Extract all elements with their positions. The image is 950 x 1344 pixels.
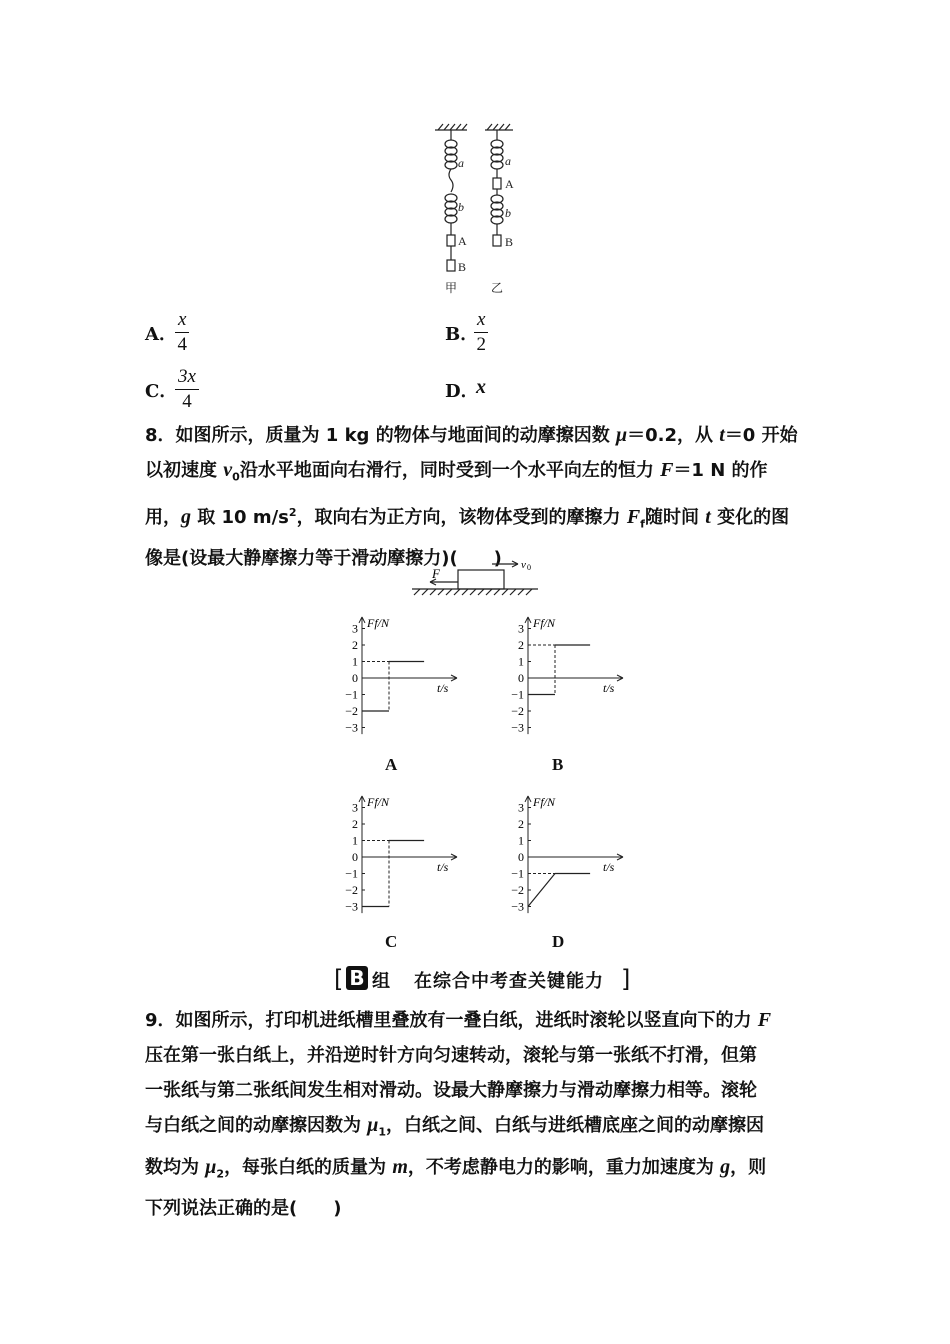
graph-b-x-axis-label: t/s: [603, 681, 615, 695]
velocity-subscript: 0: [527, 563, 531, 572]
q8-line-1: 8．如图所示，质量为 1 kg 的物体与地面间的动摩擦因数 μ＝0.2，从 t＝0 开始: [145, 424, 798, 446]
right-bracket: ]: [621, 965, 631, 993]
question-8: [145, 418, 810, 576]
graph-c-tick: 1: [352, 833, 358, 848]
graph-a-x-axis-label: t/s: [437, 681, 449, 695]
graph-a-tick: −3: [345, 720, 358, 735]
block-setup-figure: [410, 556, 540, 602]
graph-c-tick: −1: [345, 866, 358, 881]
q9-line-6: 下列说法正确的是( ): [145, 1198, 342, 1220]
graph-d-y-axis-label: Ff/N: [533, 794, 556, 809]
option-b-letter[interactable]: B．: [445, 324, 479, 345]
option-a-letter[interactable]: A．: [145, 324, 177, 345]
spring-a-label-right: a: [505, 154, 511, 168]
graph-d-label[interactable]: D: [552, 932, 565, 951]
graph-c-tick: 2: [352, 817, 358, 831]
graph-b-tick: −1: [511, 687, 524, 702]
graph-a-label[interactable]: A: [385, 755, 398, 774]
question-9: [145, 1003, 810, 1226]
graph-d-x-axis-label: t/s: [603, 860, 615, 874]
section-b-header: [334, 963, 634, 995]
graph-d-tick: −2: [511, 883, 524, 897]
graph-c-y-axis-label: Ff/N: [367, 794, 390, 809]
graph-a-tick: −1: [345, 687, 358, 702]
option-c-letter[interactable]: C．: [145, 381, 178, 402]
block-b-label: B: [458, 260, 467, 274]
graph-b-label[interactable]: B: [552, 755, 564, 774]
velocity-label: v: [521, 559, 526, 571]
graph-b-tick: 3: [518, 621, 524, 636]
caption-yi: 乙: [491, 281, 504, 295]
graph-b-tick: 1: [518, 654, 524, 669]
graph-a-y-axis-label: Ff/N: [367, 615, 390, 630]
graph-c-tick: 0: [352, 850, 358, 864]
q8-line-3: 用，g 取 10 $m/s^2$，取向右为正方向，该物体受到的摩擦力 $F_f$随时间 t 变化的图: [145, 505, 790, 531]
block-a-label: A: [458, 234, 467, 248]
q9-line-4: 与白纸之间的动摩擦因数为 $\mu_1$，白纸之间、白纸与进纸槽底座之间的动摩擦因: [145, 1114, 765, 1139]
q9-line-3: 一张纸与第二张纸间发生相对滑动。设最大静摩擦力与滑动摩擦力相等。滚轮: [145, 1080, 757, 1101]
graph-a-tick: 1: [352, 654, 358, 669]
graph-b-y-axis-label: Ff/N: [533, 615, 556, 630]
left-bracket: [: [334, 965, 344, 993]
graph-a-tick: 3: [352, 621, 358, 636]
spring-a-label: a: [458, 156, 464, 170]
option-b-fraction: x 2: [474, 309, 488, 356]
graph-b-tick: 0: [518, 671, 524, 685]
spring-b-label: b: [458, 200, 464, 214]
option-c-fraction: 3x 4: [175, 366, 199, 413]
q9-line-5: 数均为 $\mu_2$，每张白纸的质量为 m，不考虑静电力的影响，重力加速度为 g，则: [145, 1155, 767, 1181]
graph-b-tick: −2: [511, 704, 524, 718]
graph-d-series-before: [528, 874, 555, 907]
block-a-label-right: A: [505, 177, 514, 191]
q9-line-1: 9．如图所示，打印机进纸槽里叠放有一叠白纸，进纸时滚轮以竖直向下的力 F: [145, 1009, 772, 1031]
graph-c-x-axis-label: t/s: [437, 860, 449, 874]
graph-c-label[interactable]: C: [385, 932, 398, 951]
graph-c-tick: −3: [345, 899, 358, 914]
spring-figure: [425, 120, 535, 300]
section-title: 在综合中考查关键能力: [414, 971, 604, 992]
q8-line-4: 像是(设最大静摩擦力等于滑动摩擦力)( ): [145, 548, 502, 570]
graph-b-tick: −3: [511, 720, 524, 735]
graph-d-tick: 2: [518, 817, 524, 831]
graph-c-tick: 3: [352, 800, 358, 815]
graph-d-tick: −3: [511, 899, 524, 914]
spring-b-label-right: b: [505, 206, 511, 220]
graph-b-tick: 2: [518, 638, 524, 652]
graph-a-tick: −2: [345, 704, 358, 718]
graph-d-tick: 3: [518, 800, 524, 815]
graph-d-tick: −1: [511, 866, 524, 881]
graph-d-tick: 0: [518, 850, 524, 864]
graph-a-tick: 0: [352, 671, 358, 685]
block-b-label-right: B: [505, 235, 514, 249]
friction-graphs: [320, 605, 630, 955]
option-a-fraction: x 4: [175, 309, 189, 356]
q9-line-2: 压在第一张白纸上，并沿逆时针方向匀速转动，滚轮与第一张纸不打滑，但第: [145, 1045, 757, 1066]
graph-d-tick: 1: [518, 833, 524, 848]
graph-c-tick: −2: [345, 883, 358, 897]
force-label: F: [432, 566, 440, 581]
section-badge: B: [346, 966, 368, 990]
q8-line-2: 以初速度 $v_0$沿水平地面向右滑行，同时受到一个水平向左的恒力 F＝1 N 的作: [145, 459, 768, 484]
option-d-letter[interactable]: D．: [445, 381, 479, 402]
option-d-value: x: [476, 376, 486, 398]
graph-a-tick: 2: [352, 638, 358, 652]
section-group: 组: [372, 971, 390, 992]
caption-jia: 甲: [445, 281, 458, 295]
